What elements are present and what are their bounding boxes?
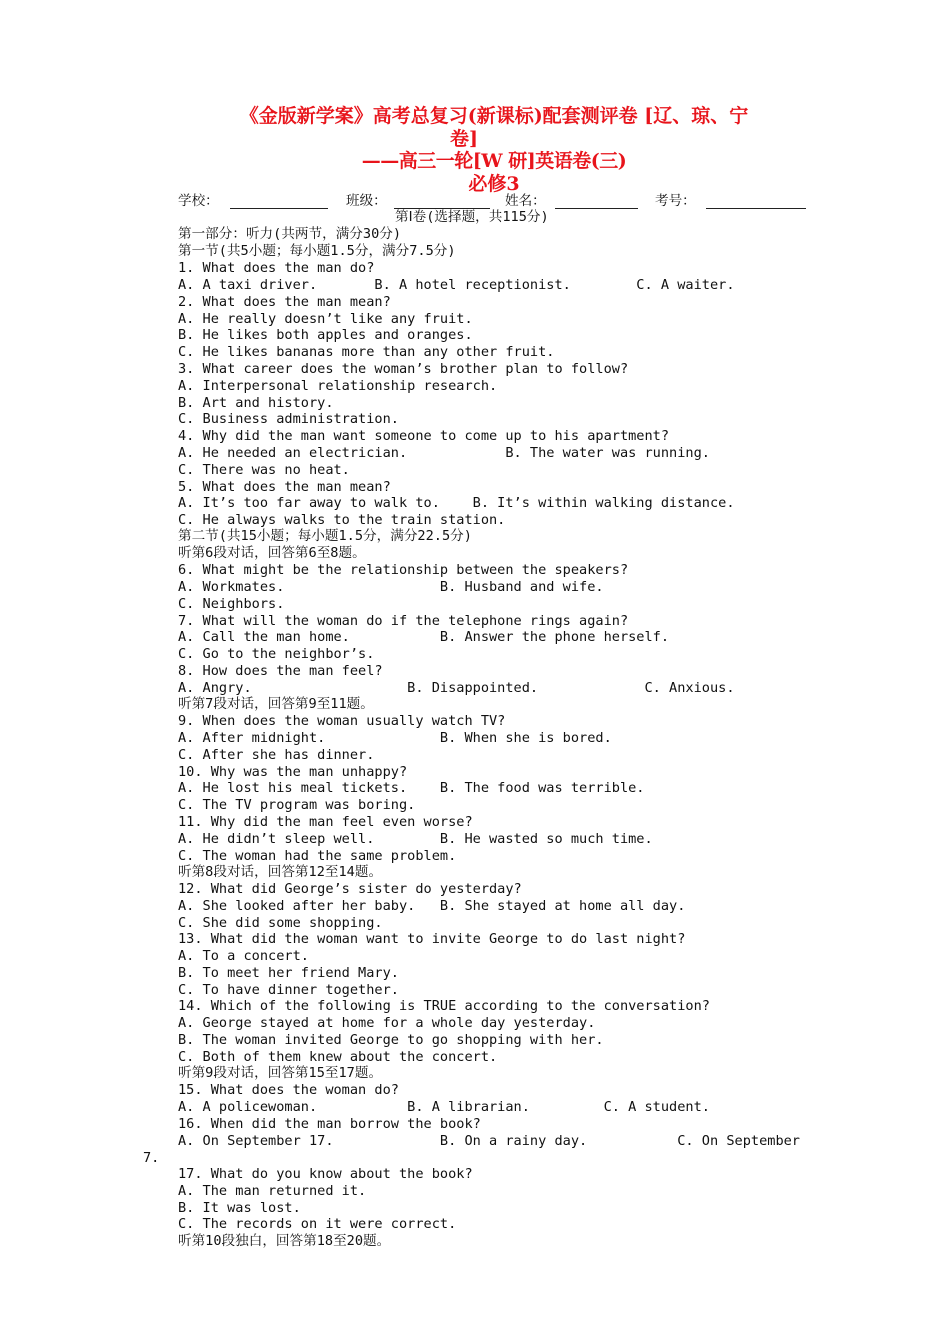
answer-option: C. The TV program was boring. <box>178 797 416 813</box>
answer-option: C. Business administration. <box>178 411 399 427</box>
name-blank[interactable] <box>555 208 638 209</box>
title-line-2: 卷] <box>450 128 478 150</box>
dialogue-instruction: 听第9段对话，回答第15至17题。 <box>178 1065 383 1081</box>
answer-option: A. Interpersonal relationship research. <box>178 378 498 394</box>
answer-option: A. To a concert. <box>178 948 309 964</box>
question: 14. Which of the following is TRUE according to the conversation? <box>178 998 710 1014</box>
question: 11. Why did the man feel even worse? <box>178 814 473 830</box>
answer-option: C. He likes bananas more than any other fruit. <box>178 344 555 360</box>
class-label: 班级： <box>346 193 387 209</box>
answer-option: C. She did some shopping. <box>178 915 383 931</box>
question: 13. What did the woman want to invite George to do last night? <box>178 931 686 947</box>
answer-option: B. To meet her friend Mary. <box>178 965 399 981</box>
question: 4. Why did the man want someone to come up to his apartment? <box>178 428 670 444</box>
monologue-instruction: 听第10段独白，回答第18至20题。 <box>178 1233 391 1249</box>
name-label: 姓名： <box>505 193 546 209</box>
dialogue-instruction: 听第8段对话，回答第12至14题。 <box>178 864 383 880</box>
answer-options: A. She looked after her baby. B. She stayed at home all day. <box>178 898 686 914</box>
question: 17. What do you know about the book? <box>178 1166 473 1182</box>
answer-options: A. Angry. B. Disappointed. C. Anxious. <box>178 680 735 696</box>
section-2-heading: 第二节(共15小题；每小题1.5分，满分22.5分) <box>178 528 472 544</box>
answer-options: A. He lost his meal tickets. B. The food was terrible. <box>178 780 645 796</box>
question: 2. What does the man mean? <box>178 294 391 310</box>
answer-option: C. He always walks to the train station. <box>178 512 506 528</box>
answer-option: C. Neighbors. <box>178 596 285 612</box>
answer-option: B. It was lost. <box>178 1200 301 1216</box>
school-label: 学校： <box>178 193 219 209</box>
question: 1. What does the man do? <box>178 260 375 276</box>
question: 10. Why was the man unhappy? <box>178 764 408 780</box>
answer-option: C. After she has dinner. <box>178 747 375 763</box>
dialogue-instruction: 听第6段对话，回答第6至8题。 <box>178 545 366 561</box>
title-line-3: ——高三一轮[W 研]英语卷(三) <box>361 150 627 172</box>
part-heading: 第一部分：听力(共两节，满分30分) <box>178 226 402 242</box>
dialogue-instruction: 听第7段对话，回答第9至11题。 <box>178 696 374 712</box>
question: 15. What does the woman do? <box>178 1082 399 1098</box>
answer-option: A. He really doesn’t like any fruit. <box>178 311 473 327</box>
answer-options: A. On September 17. B. On a rainy day. C. On September <box>178 1133 800 1149</box>
question: 3. What career does the woman’s brother plan to follow? <box>178 361 629 377</box>
wrapped-line: 7. <box>143 1150 160 1166</box>
title-line-1: 《金版新学案》高考总复习(新课标)配套测评卷 [辽、琼、宁 <box>239 105 749 127</box>
question: 12. What did George’s sister do yesterday? <box>178 881 522 897</box>
answer-options: A. He needed an electrician. B. The water was running. <box>178 445 710 461</box>
answer-option: B. He likes both apples and oranges. <box>178 327 473 343</box>
answer-option: C. To have dinner together. <box>178 982 399 998</box>
number-label: 考号： <box>655 193 696 209</box>
question: 6. What might be the relationship between the speakers? <box>178 562 629 578</box>
answer-option: C. There was no heat. <box>178 462 350 478</box>
title-line-4: 必修3 <box>468 173 520 195</box>
school-blank[interactable] <box>230 208 328 209</box>
answer-option: A. George stayed at home for a whole day yesterday. <box>178 1015 596 1031</box>
answer-option: B. Art and history. <box>178 395 334 411</box>
answer-options: A. He didn’t sleep well. B. He wasted so much time. <box>178 831 653 847</box>
section-1-heading: 第一节(共5小题；每小题1.5分，满分7.5分) <box>178 243 456 259</box>
question: 9. When does the woman usually watch TV? <box>178 713 506 729</box>
question: 5. What does the man mean? <box>178 479 391 495</box>
question: 8. How does the man feel? <box>178 663 383 679</box>
answer-options: A. Call the man home. B. Answer the phone herself. <box>178 629 670 645</box>
answer-options: A. After midnight. B. When she is bored. <box>178 730 612 746</box>
answer-option: A. The man returned it. <box>178 1183 367 1199</box>
answer-option: C. The records on it were correct. <box>178 1216 457 1232</box>
question: 7. What will the woman do if the telephone rings again? <box>178 613 629 629</box>
answer-option: B. The woman invited George to go shopping with her. <box>178 1032 604 1048</box>
answer-options: A. Workmates. B. Husband and wife. <box>178 579 604 595</box>
answer-option: C. Go to the neighbor’s. <box>178 646 375 662</box>
answer-option: C. The woman had the same problem. <box>178 848 457 864</box>
answer-option: C. Both of them knew about the concert. <box>178 1049 498 1065</box>
question: 16. When did the man borrow the book? <box>178 1116 481 1132</box>
answer-options: A. A policewoman. B. A librarian. C. A student. <box>178 1099 710 1115</box>
answer-options: A. A taxi driver. B. A hotel receptionist. C. A waiter. <box>178 277 735 293</box>
number-blank[interactable] <box>706 208 806 209</box>
section-heading: 第Ⅰ卷(选择题，共115分) <box>395 209 549 225</box>
answer-options: A. It’s too far away to walk to. B. It’s within walking distance. <box>178 495 735 511</box>
